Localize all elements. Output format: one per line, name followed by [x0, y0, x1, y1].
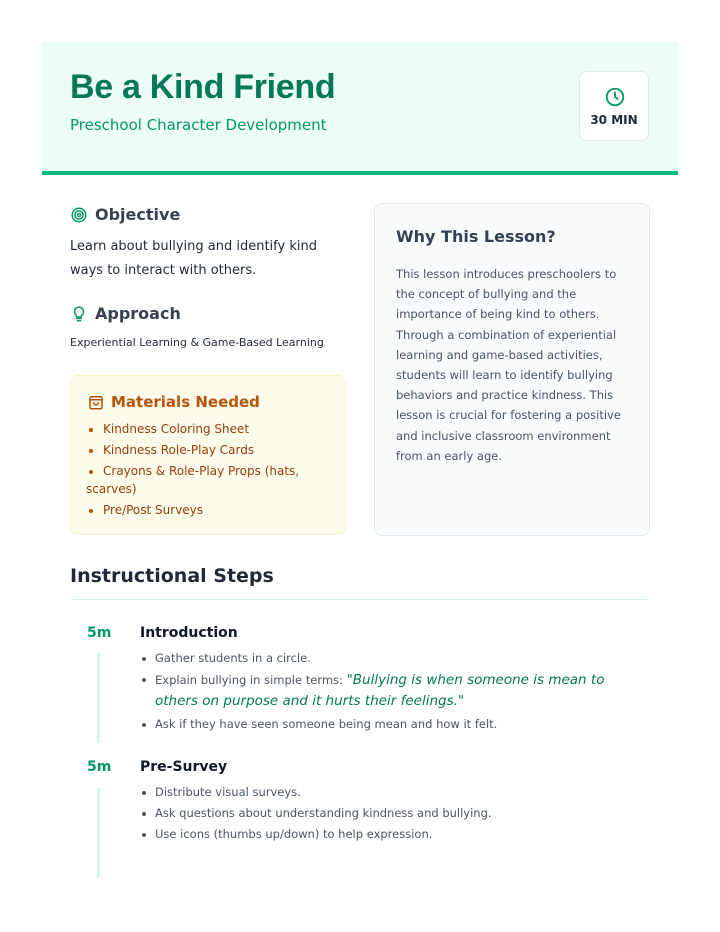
list-item: Gather students in a circle.	[140, 649, 650, 667]
objective-heading-label: Objective	[95, 205, 181, 224]
objective-text: Learn about bullying and identify kind ways to interact with others.	[70, 239, 317, 278]
duration-badge	[579, 71, 649, 141]
list-item-text: Explain bullying in simple terms:	[155, 673, 347, 687]
list-item: Ask if they have seen someone being mean and how it felt.	[140, 715, 650, 733]
page-title: Be a Kind Friend	[70, 68, 336, 106]
why-lesson-body: This lesson introduces preschoolers to the concept of bullying and the importance of being kind to others. Through a combination of experiential learning and game-based activities, students will learn to identify bullying behaviors and practice kindness. This lesson is crucial for fostering a positive and inclusive classroom environment from an early age.	[396, 267, 621, 463]
step-bullets	[140, 649, 650, 736]
list-item: Use icons (thumbs up/down) to help expression.	[140, 825, 650, 843]
approach-heading	[70, 304, 181, 323]
materials-card	[70, 375, 346, 535]
clock-icon	[604, 86, 626, 112]
list-item: Kindness Role-Play Cards	[86, 441, 336, 459]
shopping-bag-icon	[87, 393, 105, 411]
list-item: Ask questions about understanding kindness and bullying.	[140, 804, 650, 822]
list-item: Crayons & Role-Play Props (hats, scarves)	[86, 462, 336, 498]
lesson-header	[42, 42, 678, 175]
list-item: Kindness Coloring Sheet	[86, 420, 336, 438]
lightbulb-icon	[70, 305, 88, 323]
materials-heading	[87, 393, 260, 411]
materials-heading-label: Materials Needed	[111, 393, 260, 411]
target-icon	[70, 206, 88, 224]
approach-text: Experiential Learning & Game-Based Learning	[70, 336, 324, 349]
objective-heading	[70, 205, 180, 224]
timeline-line	[97, 653, 100, 743]
materials-list	[86, 420, 336, 522]
approach-heading-label: Approach	[95, 304, 181, 323]
list-item: Pre/Post Surveys	[86, 501, 336, 519]
step-title: Pre-Survey	[140, 759, 228, 775]
quote-text: "Bullying is when someone is mean to others on purpose and it hurts their feelings."	[155, 672, 605, 709]
step-bullets	[140, 783, 650, 846]
steps-heading: Instructional Steps	[70, 565, 274, 587]
step-title: Introduction	[140, 625, 238, 641]
page-subtitle: Preschool Character Development	[70, 116, 327, 134]
step-time: 5m	[87, 759, 112, 775]
list-item: Distribute visual surveys.	[140, 783, 650, 801]
divider	[70, 599, 650, 600]
timeline-line	[97, 788, 100, 878]
why-lesson-card	[374, 203, 650, 536]
why-lesson-heading: Why This Lesson?	[396, 227, 556, 246]
step-time: 5m	[87, 625, 112, 641]
duration-label: 30 MIN	[590, 113, 638, 127]
list-item	[140, 670, 650, 712]
